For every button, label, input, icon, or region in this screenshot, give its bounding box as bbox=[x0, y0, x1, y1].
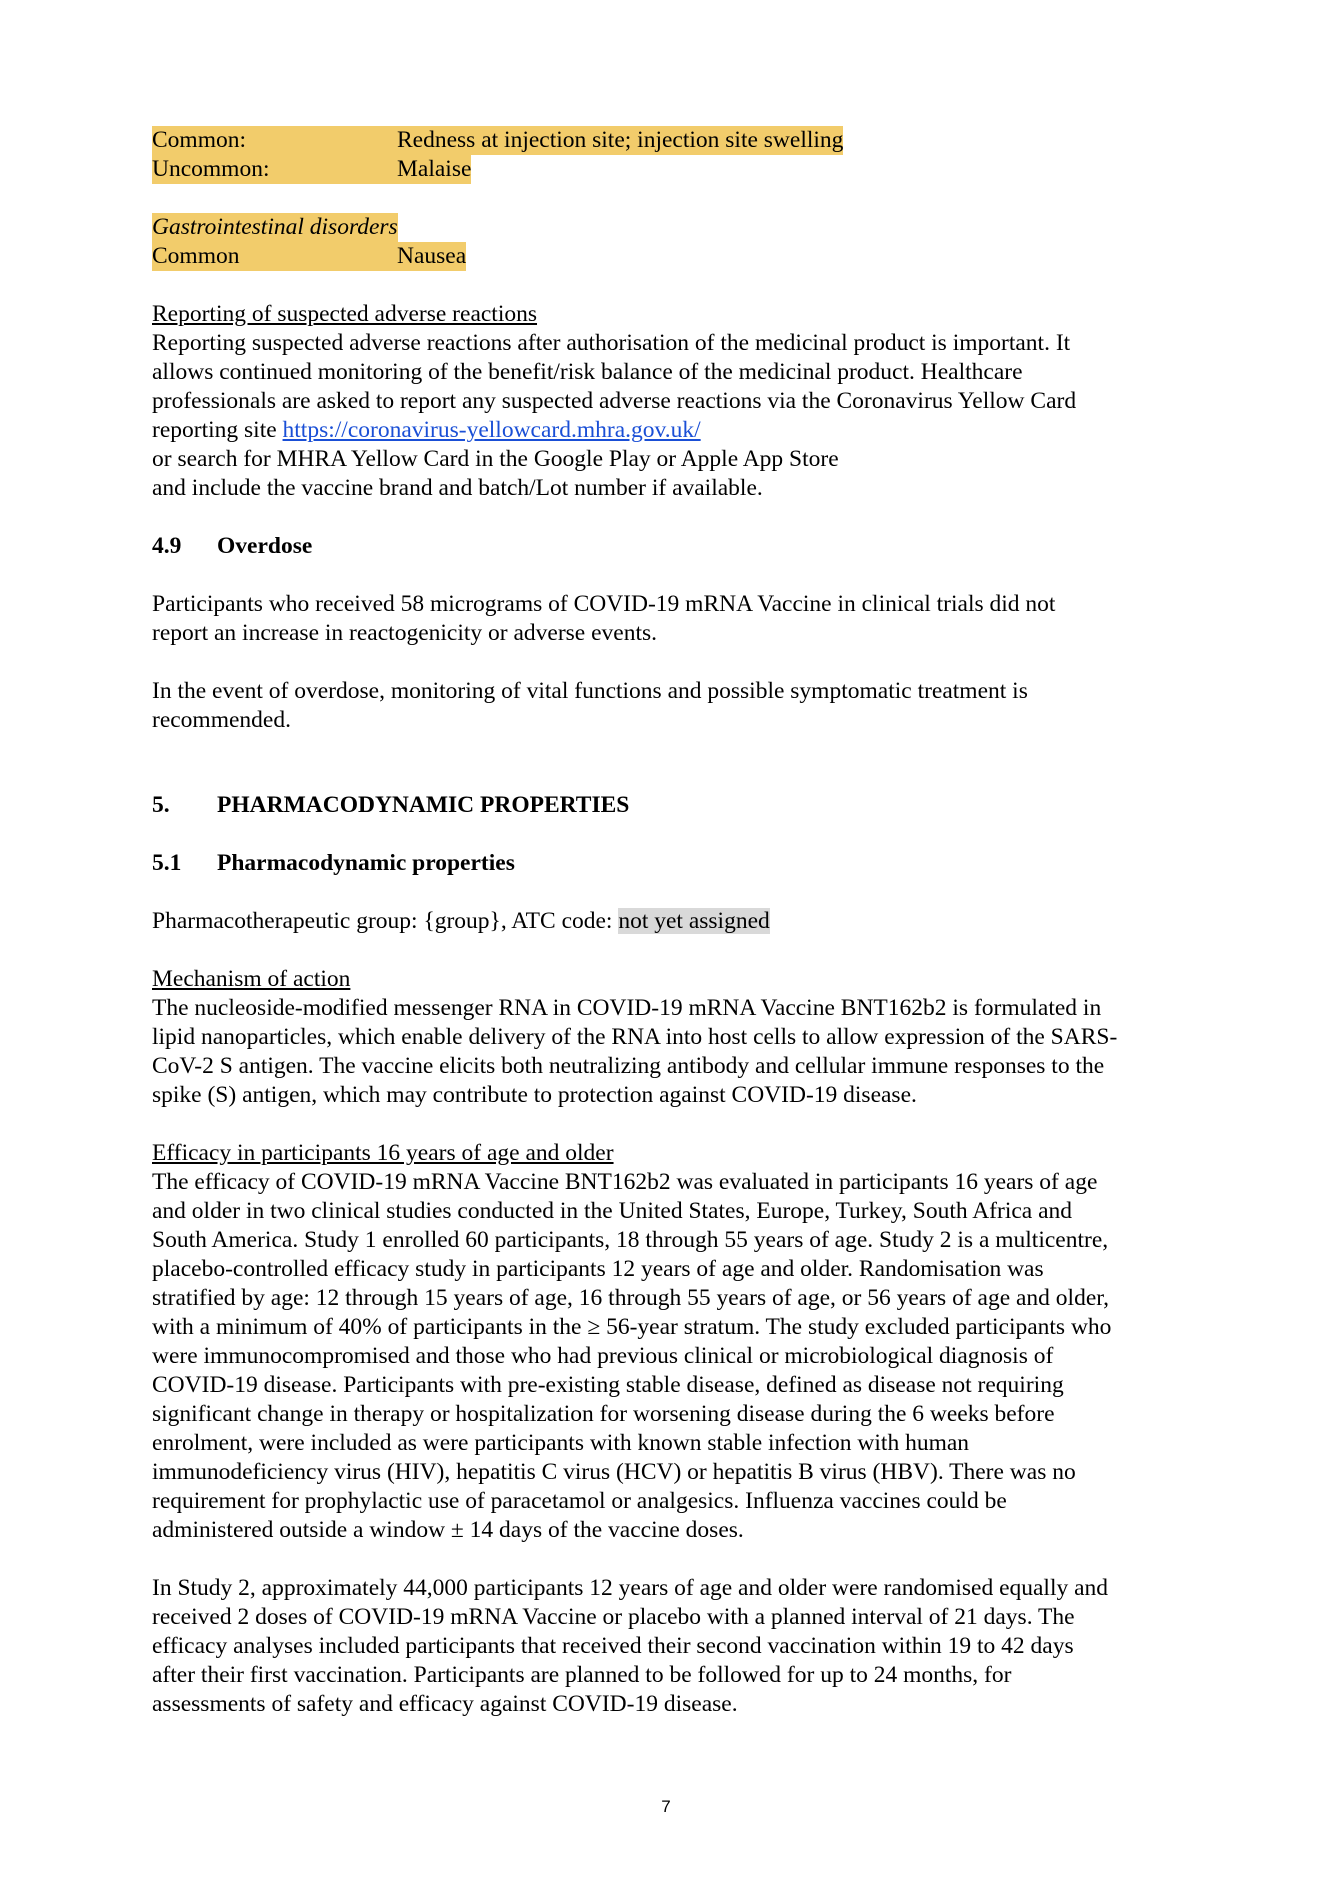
efficacy-line: and older in two clinical studies conducted in the United States, Europe, Turkey, South Africa and bbox=[152, 1198, 1073, 1224]
ae-frequency-label: Common: bbox=[152, 126, 397, 155]
section-title: Pharmacodynamic properties bbox=[217, 850, 515, 876]
efficacy-heading: Efficacy in participants 16 years of age and older bbox=[152, 1140, 614, 1166]
efficacy-line: significant change in therapy or hospitalization for worsening disease during the 6 weeks before bbox=[152, 1401, 1055, 1427]
section-number: 5. bbox=[152, 792, 170, 818]
mechanism-line: spike (S) antigen, which may contribute to protection against COVID-19 disease. bbox=[152, 1082, 917, 1108]
efficacy-line: requirement for prophylactic use of paracetamol or analgesics. Influenza vaccines could be bbox=[152, 1488, 1007, 1514]
efficacy-line: stratified by age: 12 through 15 years of age, 16 through 55 years of age, or 56 years of age and older, bbox=[152, 1285, 1110, 1311]
overdose-paragraph: recommended. bbox=[152, 707, 291, 733]
efficacy-line: placebo-controlled efficacy study in participants 12 years of age and older. Randomisation was bbox=[152, 1256, 1044, 1282]
section-title: PHARMACODYNAMIC PROPERTIES bbox=[217, 792, 630, 818]
efficacy-section bbox=[152, 1139, 1192, 1719]
ae-frequency-label: Common bbox=[152, 242, 397, 271]
reporting-line: or search for MHRA Yellow Card in the Google Play or Apple App Store bbox=[152, 446, 839, 472]
efficacy-line: South America. Study 1 enrolled 60 participants, 18 through 55 years of age. Study 2 is a multicentre, bbox=[152, 1227, 1109, 1253]
gi-row-common bbox=[152, 242, 1192, 271]
overdose-paragraph: report an increase in reactogenicity or adverse events. bbox=[152, 620, 658, 646]
mechanism-line: The nucleoside-modified messenger RNA in COVID-19 mRNA Vaccine BNT162b2 is formulated in bbox=[152, 995, 1102, 1021]
ae-description: Redness at injection site; injection site swelling bbox=[397, 127, 844, 153]
atc-code-value: not yet assigned bbox=[618, 908, 770, 934]
reporting-site-label: reporting site bbox=[152, 417, 283, 443]
yellowcard-link[interactable]: https://coronavirus-yellowcard.mhra.gov.uk/ bbox=[282, 417, 701, 443]
efficacy-line: assessments of safety and efficacy against COVID-19 disease. bbox=[152, 1691, 738, 1717]
reporting-line: allows continued monitoring of the benefit/risk balance of the medicinal product. Healthcare bbox=[152, 359, 1023, 385]
reporting-line: Reporting suspected adverse reactions after authorisation of the medicinal product is important. It bbox=[152, 330, 1071, 356]
section-heading-5-1 bbox=[152, 849, 1192, 878]
efficacy-line: were immunocompromised and those who had previous clinical or microbiological diagnosis of bbox=[152, 1343, 1054, 1369]
mechanism-heading: Mechanism of action bbox=[152, 966, 351, 992]
reporting-section bbox=[152, 300, 1192, 503]
ae-description: Malaise bbox=[397, 156, 472, 182]
atc-line bbox=[152, 907, 1192, 936]
section-heading-overdose bbox=[152, 532, 1192, 561]
efficacy-line: The efficacy of COVID-19 mRNA Vaccine BNT162b2 was evaluated in participants 16 years of age bbox=[152, 1169, 1098, 1195]
efficacy-line: administered outside a window ± 14 days of the vaccine doses. bbox=[152, 1517, 744, 1543]
ae-row-uncommon bbox=[152, 155, 1192, 184]
overdose-paragraph: In the event of overdose, monitoring of vital functions and possible symptomatic treatment is bbox=[152, 678, 1028, 704]
efficacy-line: after their first vaccination. Participants are planned to be followed for up to 24 months, for bbox=[152, 1662, 1012, 1688]
mechanism-line: CoV-2 S antigen. The vaccine elicits both neutralizing antibody and cellular immune responses to the bbox=[152, 1053, 1105, 1079]
efficacy-line: efficacy analyses included participants that received their second vaccination within 19 to 42 days bbox=[152, 1633, 1074, 1659]
mechanism-line: lipid nanoparticles, which enable delivery of the RNA into host cells to allow expression of the SARS- bbox=[152, 1024, 1118, 1050]
reporting-heading: Reporting of suspected adverse reactions bbox=[152, 301, 538, 327]
ae-row-common bbox=[152, 126, 1192, 155]
atc-label: Pharmacotherapeutic group: {group}, ATC code: bbox=[152, 908, 619, 934]
gi-title-row bbox=[152, 213, 1192, 242]
section-number: 4.9 bbox=[152, 533, 182, 559]
section-heading-5 bbox=[152, 791, 1192, 820]
efficacy-line: enrolment, were included as were participants with known stable infection with human bbox=[152, 1430, 970, 1456]
section-title: Overdose bbox=[217, 533, 313, 559]
reporting-line: and include the vaccine brand and batch/Lot number if available. bbox=[152, 475, 763, 501]
efficacy-line: received 2 doses of COVID-19 mRNA Vaccine or placebo with a planned interval of 21 days. The bbox=[152, 1604, 1075, 1630]
mechanism-section bbox=[152, 965, 1192, 1110]
overdose-paragraph: Participants who received 58 micrograms of COVID-19 mRNA Vaccine in clinical trials did not bbox=[152, 591, 1056, 617]
gi-disorders-title: Gastrointestinal disorders bbox=[152, 214, 398, 240]
reporting-line: professionals are asked to report any suspected adverse reactions via the Coronavirus Yellow Card bbox=[152, 388, 1077, 414]
section-number: 5.1 bbox=[152, 850, 182, 876]
ae-description: Nausea bbox=[397, 243, 467, 269]
page-number: 7 bbox=[661, 1797, 671, 1816]
efficacy-line: with a minimum of 40% of participants in the ≥ 56-year stratum. The study excluded participants who bbox=[152, 1314, 1112, 1340]
efficacy-line: In Study 2, approximately 44,000 participants 12 years of age and older were randomised equally and bbox=[152, 1575, 1109, 1601]
efficacy-line: COVID-19 disease. Participants with pre-existing stable disease, defined as disease not requiring bbox=[152, 1372, 1064, 1398]
document-page bbox=[152, 126, 1192, 1719]
reporting-line bbox=[152, 416, 1192, 445]
ae-frequency-label: Uncommon: bbox=[152, 155, 397, 184]
efficacy-line: immunodeficiency virus (HIV), hepatitis C virus (HCV) or hepatitis B virus (HBV). There was no bbox=[152, 1459, 1076, 1485]
